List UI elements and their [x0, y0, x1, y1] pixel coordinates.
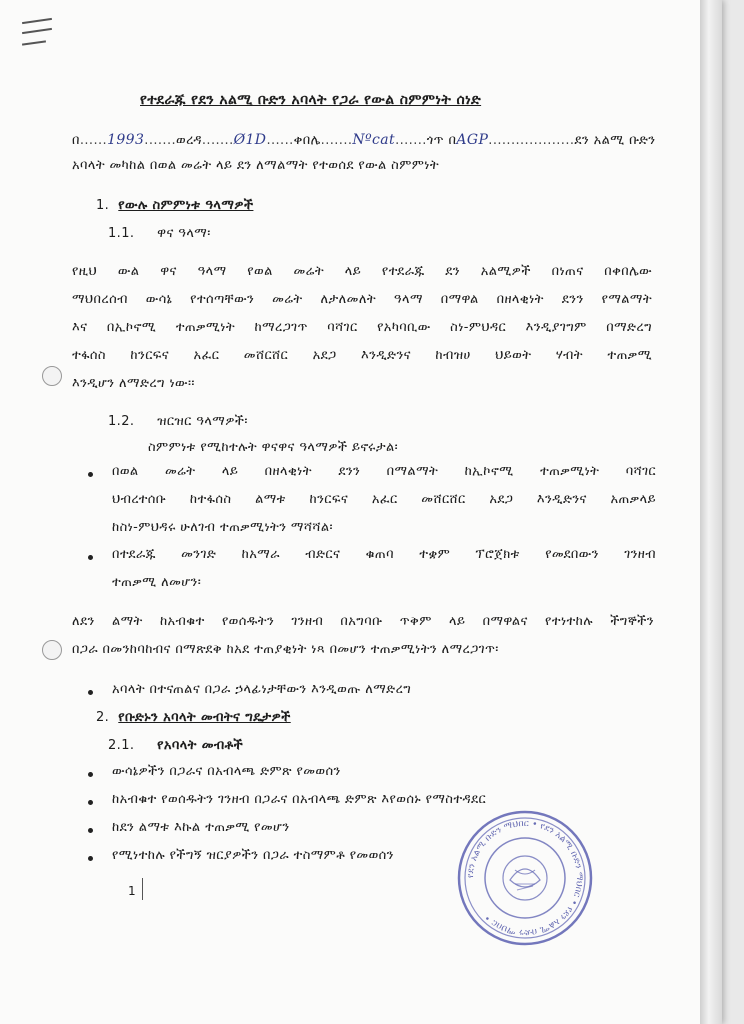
- section-number: 2.: [96, 710, 110, 725]
- bullet-line: ተጠቃሚ ለመሆን፡: [112, 575, 202, 590]
- handwritten-kebele: Nºcat: [352, 132, 396, 148]
- section-1-2-heading: [108, 414, 248, 429]
- section-1-heading: [96, 198, 253, 213]
- bullet-line: አባላት በተናጠልና በጋራ ኃላፊነታቸውን እንዲወጡ ለማድረግ: [112, 682, 412, 697]
- intro-line-1: በ......1993.......ወረዳ.......Ø1D......ቀበሌ.......Nºcat.......ጎጥ በAGP...................ደን አልሚ ቡድን: [72, 132, 656, 148]
- handwritten-year: 1993: [107, 132, 145, 148]
- bullet-line: ከስነ-ምህዳሩ ሁለገብ ተጠቃሚነትን ማሻሻል፡: [112, 520, 333, 535]
- section-1-2-intro: ስምምነቱ የሚከተሉት ዋናዋና ዓላማዎች ይኖሩታል፡: [148, 440, 399, 455]
- bullet-icon: [88, 555, 93, 560]
- bullet-line: በወል መሬት ላይ በዘላቂነት ደንን በማልማት ከኢኮኖሚ ተጠቃሚነት ባሻገር: [112, 464, 656, 479]
- section-2-1-heading: [108, 738, 243, 753]
- section-title: ዝርዝር ዓላማዎች፡: [157, 414, 248, 429]
- section-number: 1.: [96, 198, 110, 213]
- bullet-line: ህብረተሰቡ ከተፋሰስ ልማቱ ከንርፍና አፈር መሸርሸር አደጋ እንዲድንና አጠቃላይ: [112, 492, 656, 507]
- pen-mark: [142, 878, 143, 900]
- paragraph-line: ለደን ልማት ከአብቁተ የወሰዱትን ገንዘብ በአግባቡ ጥቅም ላይ በማዋልና የተነተከሉ ችግኞችን: [72, 614, 654, 629]
- bullet-line: ከአብቁተ የወሰዱትን ገንዘብ በጋራና በአብላጫ ድምጽ እየወሰኑ የማስተዳደር: [112, 792, 487, 807]
- bullet-icon: [88, 690, 93, 695]
- bullet-line: የሚነተከሉ የችግኝ ዝርያዎችን በጋራ ተስማምቶ የመወሰን: [112, 848, 394, 863]
- intro-text: ወረዳ: [176, 133, 202, 148]
- handwritten-got: AGP: [456, 132, 489, 148]
- intro-line-2: አባላት መካከል በወል መሬት ላይ ደን ለማልማት የተወሰደ የውል ስምምነት: [72, 158, 440, 173]
- bullet-icon: [88, 856, 93, 861]
- section-title: የአባላት መብቶች: [157, 738, 244, 753]
- bullet-icon: [88, 800, 93, 805]
- document-title: የተደራጁ የደን አልሚ ቡድን አባላት የጋራ የውል ስምምነት ሰነድ: [140, 92, 482, 108]
- paragraph-line: ተፋሰስ ከንርፍና አፈር መሸርሸር አደጋ እንዲድንና ከብዝሀ ህይወት ሃብት ተጠቃሚ: [72, 348, 652, 363]
- bullet-icon: [88, 472, 93, 477]
- intro-text: ቀበሌ: [293, 133, 321, 148]
- punch-hole: [42, 640, 62, 660]
- intro-text: ደን አልሚ ቡድን: [574, 133, 656, 148]
- pen-mark: [22, 18, 52, 24]
- page-edge: [700, 0, 722, 1024]
- paragraph-line: ማህበረሰብ ውሳኔ የተሰጣቸውን መሬት ለታለመለት ዓላማ በማዋል በዘላቂነት ደንን የማልማት: [72, 292, 652, 307]
- paragraph-line: በጋራ በመንከባከብና በማጽደቅ ከአደ ተጠያቂነት ነጻ በመሆን ተጠቃሚነትን ለማረጋገጥ፡: [72, 642, 499, 657]
- section-number: 1.2.: [108, 414, 135, 429]
- official-stamp: [455, 808, 595, 948]
- section-title: የውሉ ስምምነቱ ዓላማዎች: [118, 198, 254, 213]
- section-1-1-heading: [108, 226, 211, 241]
- page-number: 1: [128, 884, 136, 898]
- pen-mark: [22, 28, 52, 34]
- paragraph-line: እና በኢኮኖሚ ተጠቃሚነት ከማረጋገጥ ባሻገር የአካባቢው ስነ-ምህዳር እንዲያገግም በማድረግ: [72, 320, 652, 335]
- intro-text: በ: [72, 133, 80, 148]
- section-title: ዋና ዓላማ፡: [157, 226, 211, 241]
- bullet-line: በተደራጁ መንገድ ከአማራ ብድርና ቁጠባ ተቋም ፕሮጀክቱ የመደበውን ገንዘብ: [112, 547, 656, 562]
- punch-hole: [42, 366, 62, 386]
- bullet-icon: [88, 772, 93, 777]
- svg-text:የደን አልሚ ቡድን ማህበር • የደን አልሚ ቡድን: የደን አልሚ ቡድን ማህበር • የደን አልሚ ቡድን ማህበር • የደን አልሚ ቡድን ማህበር •: [465, 818, 585, 938]
- section-2-heading: [96, 710, 291, 725]
- bullet-line: ውሳኔዎችን በጋራና በአብላጫ ድምጽ የመወሰን: [112, 764, 341, 779]
- section-number: 1.1.: [108, 226, 135, 241]
- bullet-icon: [88, 828, 93, 833]
- bullet-line: ከደን ልማቱ እኩል ተጠቃሚ የመሆን: [112, 820, 290, 835]
- section-number: 2.1.: [108, 738, 135, 753]
- paragraph-line: የዚህ ውል ዋና ዓላማ የወል መሬት ላይ የተደራጁ ደን አልሚዎች በነጠና በቀበሌው: [72, 264, 652, 279]
- intro-text: ጎጥ በ: [426, 133, 457, 148]
- pen-mark: [22, 40, 46, 45]
- section-title: የቡድኑን አባላት መብትና ግዴታዎች: [118, 710, 291, 725]
- paragraph-line: እንዲሆን ለማድረግ ነው፡፡: [72, 376, 195, 391]
- handwritten-woreda: Ø1D: [233, 132, 267, 148]
